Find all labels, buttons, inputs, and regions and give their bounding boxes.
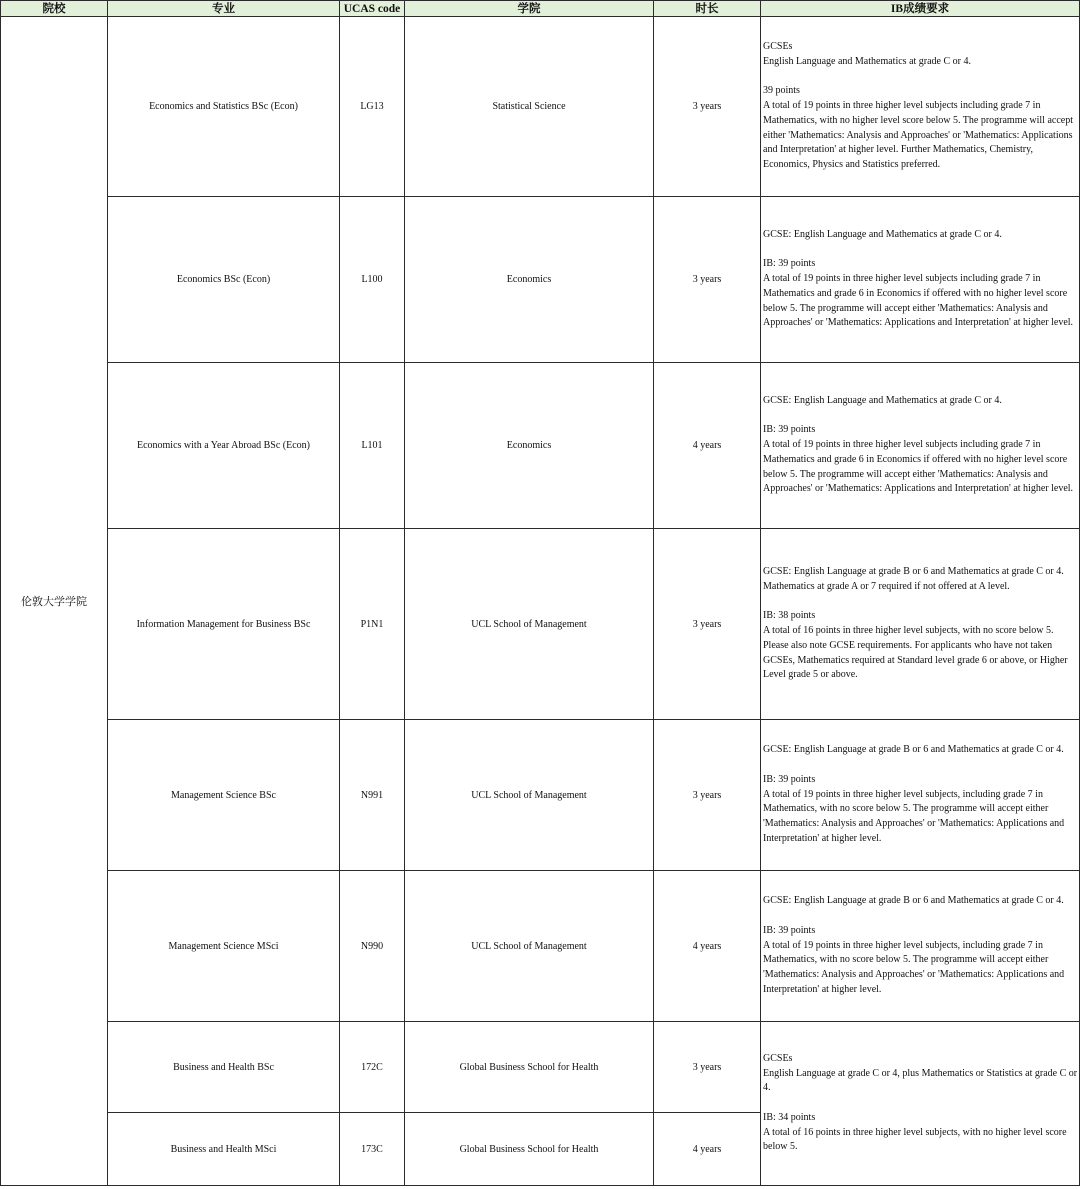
duration-cell: 3 years: [654, 1022, 761, 1113]
table-row: [1, 720, 1080, 871]
table-row: [1, 1022, 1080, 1113]
gcse-requirement: GCSE: English Language at grade B or 6 and Mathematics at grade C or 4. Mathematics at grade A or 7 required if not offered at A level.: [763, 565, 1064, 592]
ib-points: IB: 39 points: [763, 924, 816, 936]
gcse-heading: GCSEs: [763, 40, 793, 52]
table-row: [1, 197, 1080, 363]
faculty-cell: Global Business School for Health: [405, 1022, 654, 1113]
major-cell: Management Science MSci: [108, 871, 340, 1022]
table-row: [1, 363, 1080, 529]
gcse-requirement: GCSE: English Language and Mathematics at grade C or 4.: [763, 394, 1002, 406]
ib-detail: A total of 19 points in three higher level subjects, including grade 7 in Mathematics, with no score below 5. The programme will accept either 'Mathematics: Analysis and Approaches' or 'Mathematics: Applications and Interpretation' at higher level.: [763, 788, 1065, 844]
ib-points: IB: 38 points: [763, 610, 816, 622]
ib-points: 39 points: [763, 85, 800, 97]
ib-requirements-cell: [761, 1022, 1080, 1186]
duration-cell: 3 years: [654, 17, 761, 197]
duration-cell: 3 years: [654, 529, 761, 720]
major-cell: Business and Health MSci: [108, 1113, 340, 1186]
major-cell: Business and Health BSc: [108, 1022, 340, 1113]
ib-detail: A total of 19 points in three higher level subjects including grade 7 in Mathematics and grade 6 in Economics if offered with no higher level score below 5. The programme will accept either 'Mathematics: Analysis and Approaches' or 'Mathematics: Applications and Interpretation' at higher level.: [763, 439, 1074, 495]
ucas-code-cell: 172C: [340, 1022, 405, 1113]
gcse-requirement: GCSE: English Language at grade B or 6 and Mathematics at grade C or 4.: [763, 744, 1064, 756]
ib-detail: A total of 19 points in three higher level subjects including grade 7 in Mathematics, with no higher level score below 5. The programme will accept either 'Mathematics: Analysis and Approaches' or 'Mathematics: Applications and Interpretation' at higher level. Further Mathematics, Chemistry, Economics, Physics and Statistics preferred.: [763, 100, 1073, 171]
faculty-cell: Statistical Science: [405, 17, 654, 197]
major-cell: Management Science BSc: [108, 720, 340, 871]
ib-detail: A total of 16 points in three higher level subjects, with no score below 5. Please also note GCSE requirements. For applicants who have not taken GCSEs, Mathematics required at Standard level grade 6 or above, or Higher Level grade 5 or above.: [763, 625, 1068, 681]
ib-detail: A total of 16 points in three higher level subjects, with no higher level score below 5.: [763, 1126, 1067, 1153]
ib-points: IB: 34 points: [763, 1111, 816, 1123]
ib-requirements-cell: [761, 529, 1080, 720]
ucas-code-cell: L100: [340, 197, 405, 363]
header-school: 院校: [1, 1, 108, 17]
header-ucas-code: UCAS code: [340, 1, 405, 17]
ucas-code-cell: 173C: [340, 1113, 405, 1186]
ucas-code-cell: LG13: [340, 17, 405, 197]
ucas-code-cell: N990: [340, 871, 405, 1022]
ib-points: IB: 39 points: [763, 258, 816, 270]
major-cell: Economics and Statistics BSc (Econ): [108, 17, 340, 197]
ib-requirements-cell: [761, 720, 1080, 871]
ib-detail: A total of 19 points in three higher level subjects, including grade 7 in Mathematics, with no score below 5. The programme will accept either 'Mathematics: Analysis and Approaches' or 'Mathematics: Applications and Interpretation' at higher level.: [763, 939, 1065, 995]
gcse-requirement: GCSE: English Language and Mathematics at grade C or 4.: [763, 228, 1002, 240]
ib-detail: A total of 19 points in three higher level subjects including grade 7 in Mathematics and grade 6 in Economics if offered with no higher level score below 5. The programme will accept either 'Mathematics: Analysis and Approaches' or 'Mathematics: Applications and Interpretation' at higher level.: [763, 273, 1074, 329]
ib-requirements-cell: [761, 363, 1080, 529]
gcse-requirement: GCSE: English Language at grade B or 6 and Mathematics at grade C or 4.: [763, 895, 1064, 907]
duration-cell: 4 years: [654, 363, 761, 529]
ib-points: IB: 39 points: [763, 773, 816, 785]
table-row: [1, 529, 1080, 720]
faculty-cell: Economics: [405, 363, 654, 529]
duration-cell: 3 years: [654, 720, 761, 871]
duration-cell: 4 years: [654, 1113, 761, 1186]
ib-requirements-cell: [761, 197, 1080, 363]
table-row: [1, 871, 1080, 1022]
faculty-cell: Economics: [405, 197, 654, 363]
ucas-code-cell: L101: [340, 363, 405, 529]
header-row: [1, 1, 1080, 17]
gcse-requirement: English Language at grade C or 4, plus Mathematics or Statistics at grade C or 4.: [763, 1067, 1078, 1094]
ib-points: IB: 39 points: [763, 424, 816, 436]
major-cell: Economics BSc (Econ): [108, 197, 340, 363]
gcse-heading: GCSEs: [763, 1052, 793, 1064]
school-cell: 伦敦大学学院: [1, 17, 108, 1186]
ib-requirements-cell: [761, 871, 1080, 1022]
major-cell: Economics with a Year Abroad BSc (Econ): [108, 363, 340, 529]
faculty-cell: UCL School of Management: [405, 871, 654, 1022]
ucas-code-cell: N991: [340, 720, 405, 871]
faculty-cell: Global Business School for Health: [405, 1113, 654, 1186]
header-duration: 时长: [654, 1, 761, 17]
duration-cell: 4 years: [654, 871, 761, 1022]
header-major: 专业: [108, 1, 340, 17]
major-cell: Information Management for Business BSc: [108, 529, 340, 720]
gcse-requirement: English Language and Mathematics at grade C or 4.: [763, 55, 971, 67]
table-row: [1, 17, 1080, 197]
duration-cell: 3 years: [654, 197, 761, 363]
ucas-code-cell: P1N1: [340, 529, 405, 720]
faculty-cell: UCL School of Management: [405, 720, 654, 871]
header-faculty: 学院: [405, 1, 654, 17]
ib-requirements-cell: [761, 17, 1080, 197]
header-ib-requirements: IB成绩要求: [761, 1, 1080, 17]
faculty-cell: UCL School of Management: [405, 529, 654, 720]
